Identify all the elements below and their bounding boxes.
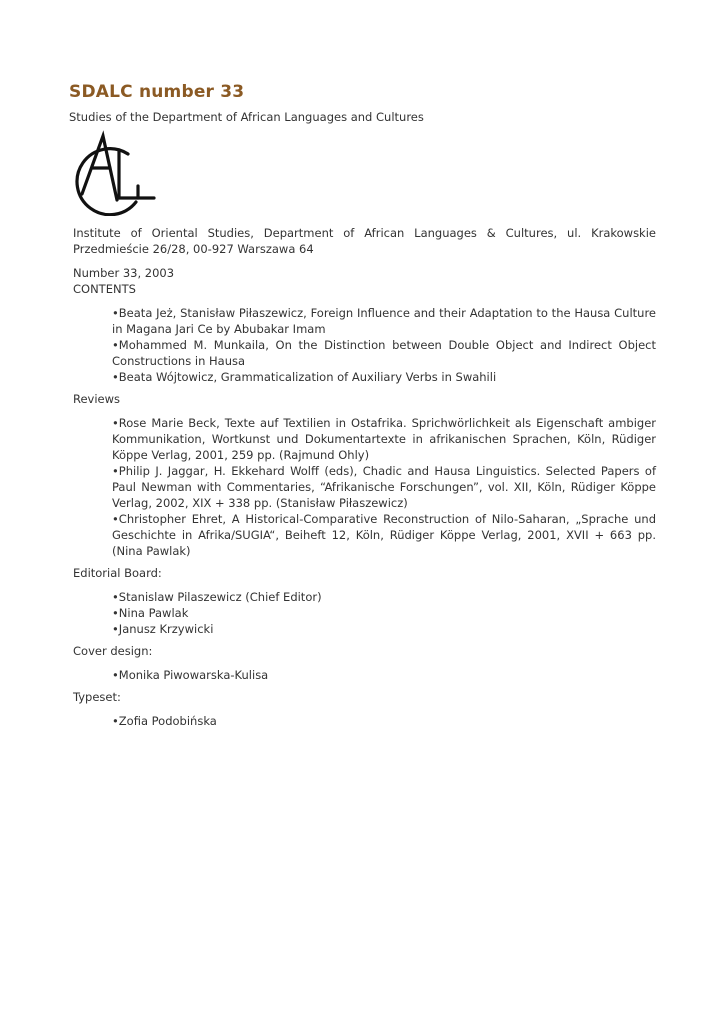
cover-design-list	[112, 667, 656, 683]
list-item: • Beata Jeż, Stanisław Piłaszewicz, Foreign Influence and their Adaptation to the Hausa Culture in Magana Jari Ce by Abubakar Imam	[112, 305, 656, 337]
page-subtitle: Studies of the Department of African Languages and Cultures	[69, 110, 424, 124]
contents-heading: CONTENTS	[73, 282, 136, 296]
list-item: • Christopher Ehret, A Historical-Comparative Reconstruction of Nilo-Saharan, „Sprache und Geschichte in Afrika/SUGIA“, Beiheft 12, Köln, Rüdiger Köppe Verlag, 2001, XVII + 663 pp. (Nina Pawlak)	[112, 511, 656, 559]
page-title: SDALC number 33	[69, 82, 245, 102]
list-item: • Nina Pawlak	[112, 605, 656, 621]
contents-list	[112, 305, 656, 385]
editorial-board-heading: Editorial Board:	[73, 566, 162, 580]
list-item: • Stanislaw Pilaszewicz (Chief Editor)	[112, 589, 656, 605]
list-item: • Janusz Krzywicki	[112, 621, 656, 637]
typeset-heading: Typeset:	[73, 690, 121, 704]
typeset-list	[112, 713, 656, 729]
list-item: • Monika Piwowarska-Kulisa	[112, 667, 656, 683]
cover-design-heading: Cover design:	[73, 644, 153, 658]
list-item: • Philip J. Jaggar, H. Ekkehard Wolff (eds), Chadic and Hausa Linguistics. Selected Papers of Paul Newman with Commentaries, “Afrikanische Forschungen”, vol. XII, Köln, Rüdiger Köppe Verlag, 2002, XIX + 338 pp. (Stanisław Piłaszewicz)	[112, 463, 656, 511]
editorial-board-list	[112, 589, 656, 637]
list-item: • Beata Wójtowicz, Grammaticalization of Auxiliary Verbs in Swahili	[112, 369, 656, 385]
institute-address: Institute of Oriental Studies, Department of African Languages & Cultures, ul. Krakowskie Przedmieście 26/28, 00-927 Warszawa 64	[73, 226, 656, 256]
reviews-heading: Reviews	[73, 392, 121, 406]
document-body	[73, 223, 656, 729]
list-item: • Zofia Podobińska	[112, 713, 656, 729]
alc-logo-icon	[72, 130, 158, 216]
issue-number: Number 33, 2003	[73, 266, 175, 280]
list-item: • Mohammed M. Munkaila, On the Distinction between Double Object and Indirect Object Constructions in Hausa	[112, 337, 656, 369]
list-item: • Rose Marie Beck, Texte auf Textilien in Ostafrika. Sprichwörlichkeit als Eigenschaft ambiger Kommunikation, Wortkunst und Dokumentartexte in afrikanischen Sprachen, Köln, Rüdiger Köppe Verlag, 2001, 259 pp. (Rajmund Ohly)	[112, 415, 656, 463]
reviews-list	[112, 415, 656, 559]
